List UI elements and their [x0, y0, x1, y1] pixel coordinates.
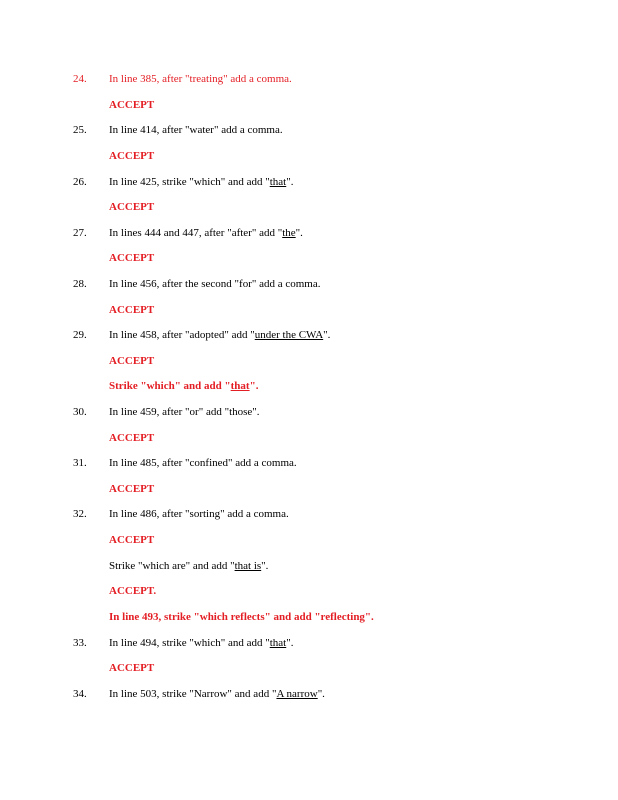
item-response: ACCEPT [109, 150, 155, 162]
item-response: ACCEPT [109, 432, 155, 444]
item-instruction: In line 459, after "or" add "those". [109, 406, 260, 418]
item-number: 34. [73, 688, 87, 700]
item-response: ACCEPT [109, 201, 155, 213]
item-number: 32. [73, 508, 87, 520]
item-instruction: In line 458, after "adopted" add "under the CWA". [109, 329, 331, 341]
item-response: ACCEPT [109, 483, 155, 495]
item-response: ACCEPT [109, 252, 155, 264]
item-instruction: In line 486, after "sorting" add a comma. [109, 508, 289, 520]
item-instruction: In line 414, after "water" add a comma. [109, 124, 283, 136]
item-instruction: In line 485, after "confined" add a comma. [109, 457, 297, 469]
item-response: ACCEPT [109, 355, 155, 367]
item-number: 24. [73, 73, 87, 85]
item-number: 28. [73, 278, 87, 290]
item-instruction: In lines 444 and 447, after "after" add "the". [109, 227, 303, 239]
item-instruction: In line 503, strike "Narrow" and add "A narrow". [109, 688, 325, 700]
item-number: 27. [73, 227, 87, 239]
item-number: 30. [73, 406, 87, 418]
item-number: 25. [73, 124, 87, 136]
item-instruction: In line 385, after "treating" add a comma. [109, 73, 292, 85]
item-instruction: In line 456, after the second "for" add a comma. [109, 278, 321, 290]
item-response: ACCEPT [109, 662, 155, 674]
item-number: 29. [73, 329, 87, 341]
item-number: 26. [73, 176, 87, 188]
item-number: 31. [73, 457, 87, 469]
item-extra-amendment: Strike "which" and add "that". [109, 380, 259, 392]
item-instruction: In line 425, strike "which" and add "that". [109, 176, 294, 188]
item-number: 33. [73, 637, 87, 649]
item-instruction: In line 494, strike "which" and add "that". [109, 637, 294, 649]
item-sub-instruction: Strike "which are" and add "that is". [109, 560, 269, 572]
item-sub-response: ACCEPT. [109, 585, 157, 597]
item-extra-amendment: In line 493, strike "which reflects" and add "reflecting". [109, 611, 374, 623]
item-response: ACCEPT [109, 99, 155, 111]
item-response: ACCEPT [109, 534, 155, 546]
item-response: ACCEPT [109, 304, 155, 316]
